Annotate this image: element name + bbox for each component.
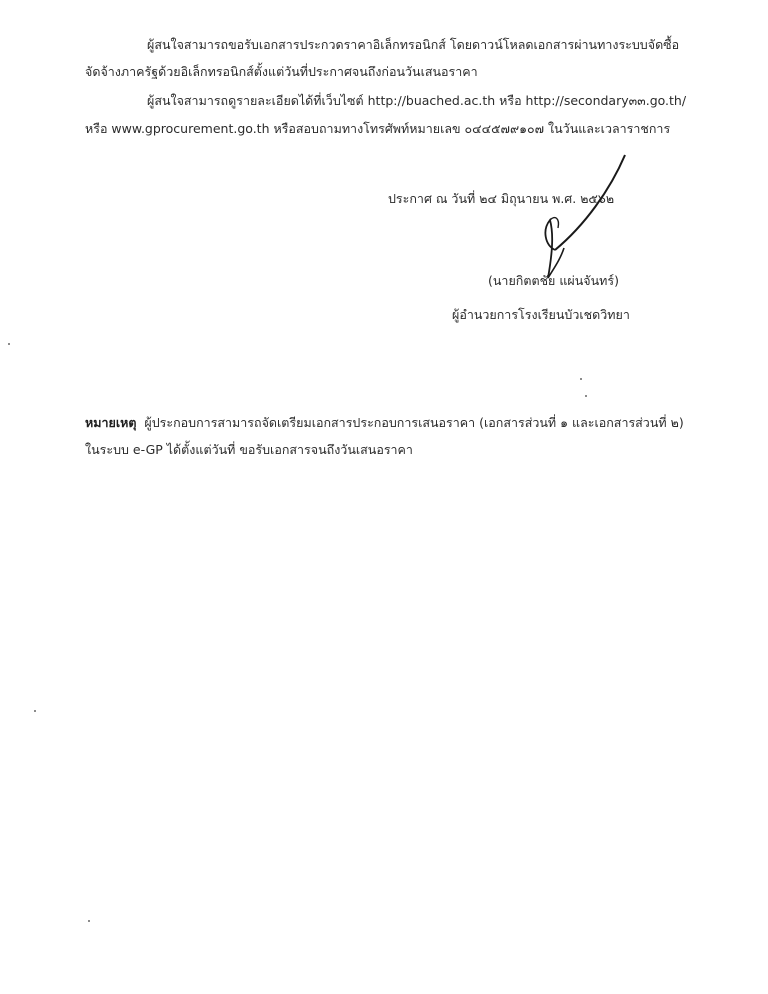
scan-speck [34,710,36,712]
note-line2: ในระบบ e-GP ได้ตั้งแต่วันที่ ขอรับเอกสารจนถึงวันเสนอราคา [85,442,413,457]
scan-speck [8,343,10,345]
paragraph2-line2: หรือ www.gprocurement.go.th หรือสอบถามทางโทรศัพท์หมายเลข ๐๔๔๕๗๙๑๐๗ ในวันและเวลาราชการ [85,121,671,136]
note-text-line1: ผู้ประกอบการสามารถจัดเตรียมเอกสารประกอบการเสนอราคา (เอกสารส่วนที่ ๑ และเอกสารส่วนที่ ๒) [144,415,684,430]
paragraph1-line2: จัดจ้างภาครัฐด้วยอิเล็กทรอนิกส์ตั้งแต่วันที่ประกาศจนถึงก่อนวันเสนอราคา [85,64,478,79]
signer-name: (นายกิตตชัย แผ่นจันทร์) [488,273,619,288]
scan-speck [585,395,587,397]
scan-speck [88,920,90,922]
announcement-date: ประกาศ ณ วันที่ ๒๔ มิถุนายน พ.ศ. ๒๕๖๒ [388,191,615,206]
note-line1 [85,414,684,432]
note-label: หมายเหตุ [85,415,137,430]
paragraph2-line1: ผู้สนใจสามารถดูรายละเอียดได้ที่เว็บไซต์ http://buached.ac.th หรือ http://secondary๓๓.go.th/ [147,93,687,108]
paragraph1-line1: ผู้สนใจสามารถขอรับเอกสารประกวดราคาอิเล็กทรอนิกส์ โดยดาวน์โหลดเอกสารผ่านทางระบบจัดซื้อ [147,37,680,52]
scan-speck [580,378,582,380]
signer-position: ผู้อำนวยการโรงเรียนบัวเชดวิทยา [452,307,630,322]
